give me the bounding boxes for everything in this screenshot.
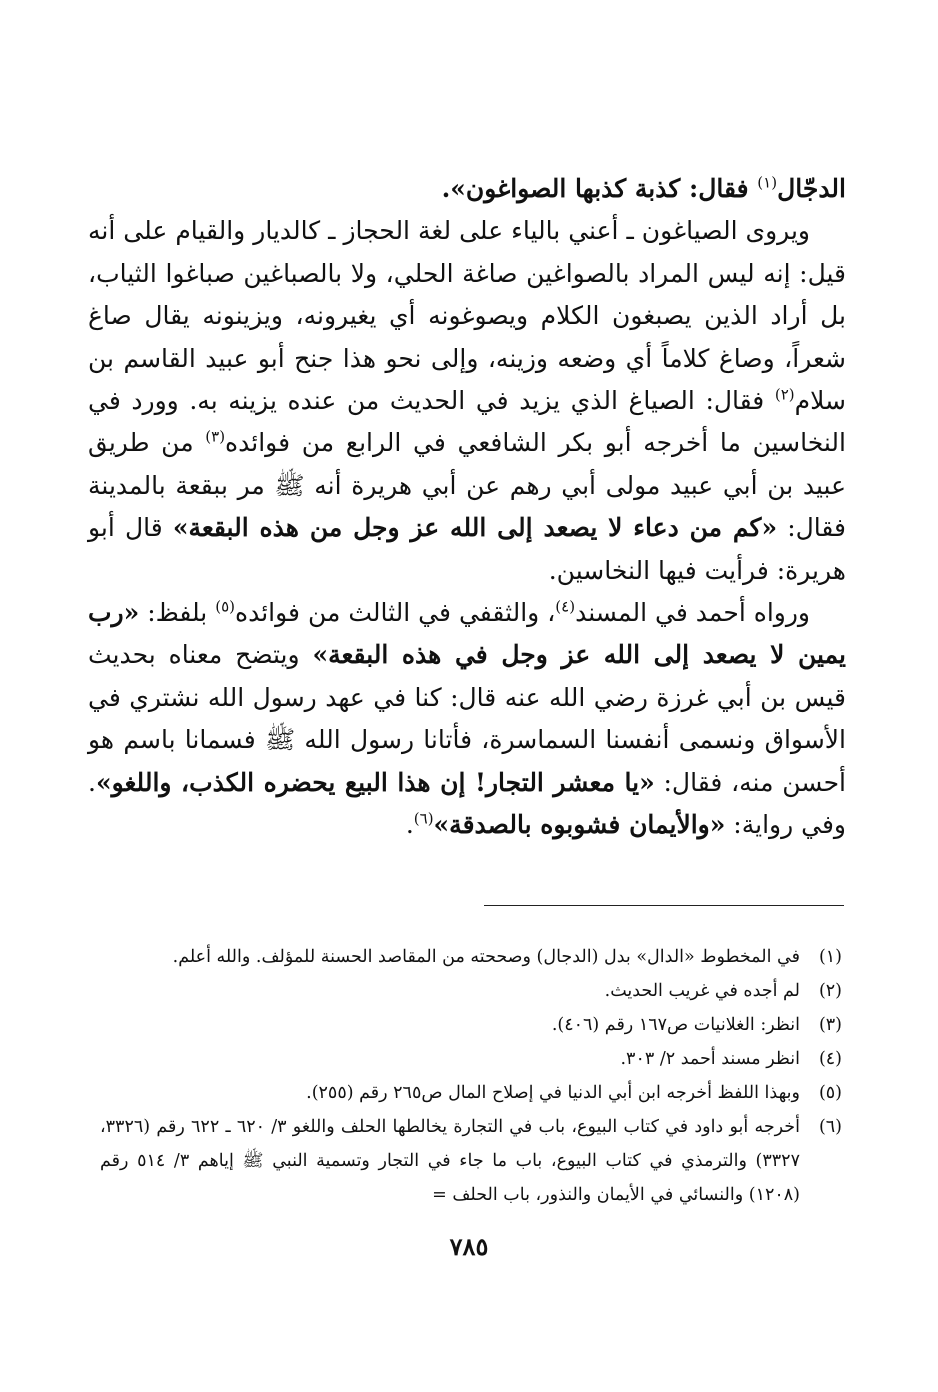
hadith-quote: «رب يمين لا يصعد إلى الله عز وجل في هذه البقعة» [88,598,847,670]
footnote-number: (٣) [818,1015,842,1035]
footnote-item [100,1008,842,1042]
footnote-item [100,974,842,1008]
text-run: . [405,810,414,840]
text-run: فقال: الصياغ الذي يزيد في الحديث من عنده يزينه به. وورد في النخاسين ما أخرجه أبو بكر الشافعي في الرابع من فوائده [88,386,846,458]
footnote-text: وبهذا اللفظ أخرجه ابن أبي الدنيا في إصلاح المال ص٢٦٥ رقم (٢٥٥). [306,1083,800,1103]
text-run: ويتضح معناه بحديث قيس بن أبي غرزة رضي الله عنه قال: كنا في عهد رسول الله نشتري في الأسواق ونسمى أنفسنا السماسرة، فأتانا رسول الله ﷺ فسمانا باسم هو أحسن منه، فقال: [88,640,846,797]
footnote-number: (٦) [818,1117,842,1137]
footnote-ref: (١) [757,173,778,192]
text-run: ، والثقفي في الثالث من فوائده [234,598,556,628]
text-run: الدجّال [777,174,846,203]
footnote-item [100,1110,842,1212]
footnote-item [100,1076,842,1110]
text-run: ويروى الصياغون ـ أعني بالياء على لغة الحجاز ـ كالديار والقيام على أنه قيل: إنه ليس المراد بالصواغين صاغة الحلي، ولا بالصباغين صباغوا الثياب، بل أراد الذين يصبغون الكلام ويصوغونه أي يغيرونه، ويزينونه يقال صاغ شعراً، وصاغ كلاماً أي وضعه وزينه، وإلى نحو هذا جنح أبو عبيد القاسم بن سلام [88,216,846,416]
main-text [88,168,846,847]
footnote-text: انظر مسند أحمد ٢/ ٣٠٣. [620,1049,800,1069]
footnote-text: لم أجده في غريب الحديث. [604,981,800,1001]
footnote-item [100,940,842,974]
footnote-text: أخرجه أبو داود في كتاب البيوع، باب في التجارة يخالطها الحلف واللغو ٣/ ٦٢٠ ـ ٦٢٢ رقم (٣٣٢٦، ٣٣٢٧) والترمذي في كتاب البيوع، باب ما جاء في التجار وتسمية النبي ﷺ إياهم ٣/ ٥١٤ رقم (١٢٠٨) والنسائي في الأيمان والنذور، باب الحلف = [100,1117,800,1205]
text-run: من طريق عبيد بن أبي عبيد مولى أبي رهم عن أبي هريرة أنه ﷺ مر ببقعة بالمدينة فقال: [88,428,847,543]
hadith-quote: «والأيمان فشوبوه بالصدقة» [433,810,726,840]
footnote-ref: (٤) [555,597,576,616]
footnote-number: (٢) [818,981,842,1001]
footnote-item [100,1042,842,1076]
footnote-text: في المخطوط «الدال» بدل (الدجال) وصححته من المقاصد الحسنة للمؤلف. والله أعلم. [172,947,800,967]
footnote-number: (٤) [818,1049,842,1069]
text-run: ورواه أحمد في المسند [575,598,810,628]
footnote-ref: (٢) [774,385,795,404]
footnote-divider [484,905,844,906]
text-run: بلفظ: [139,598,216,628]
footnote-number: (١) [818,947,842,967]
text-run: فقال: [680,174,758,203]
footnote-ref: (٣) [205,428,226,447]
paragraph-2 [88,210,846,592]
hadith-quote: «يا معشر التجار! إن هذا البيع يحضره الكذب، واللغو» [95,767,655,797]
text-run: كذبة كذبها الصواغون». [441,174,681,203]
hadith-quote: «كم من دعاء لا يصعد إلى الله عز وجل من هذه البقعة» [172,513,778,543]
footnote-text: انظر: الغلانيات ص١٦٧ رقم (٤٠٦). [551,1015,800,1035]
footnote-number: (٥) [818,1083,842,1103]
paragraph-1 [88,168,846,210]
footnote-ref: (٦) [413,809,434,828]
paragraph-3 [88,592,846,846]
text-run: . وفي رواية: [88,767,846,840]
page-number: ٧٨٥ [449,1232,489,1261]
footnote-ref: (٥) [215,597,235,616]
footnotes [100,940,842,1212]
text-run: قال أبو هريرة: فرأيت فيها النخاسين. [88,513,846,585]
